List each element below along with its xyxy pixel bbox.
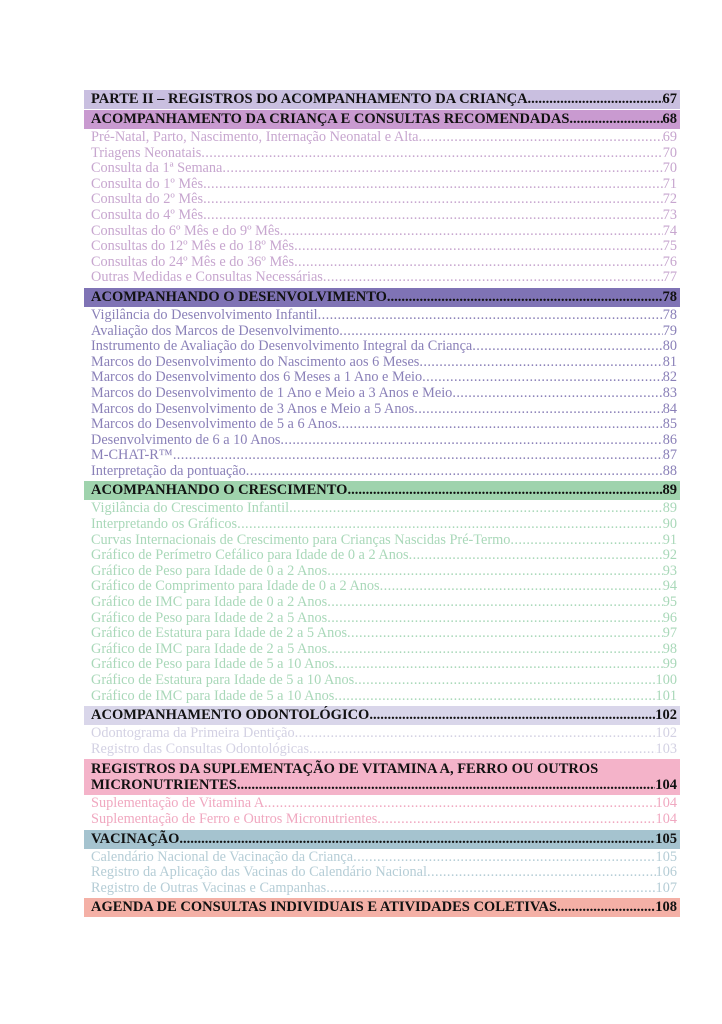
toc-section-heading[interactable] [84, 481, 680, 500]
entry-page: 75 [662, 239, 677, 255]
toc-entry[interactable] [84, 881, 680, 897]
leader-dots [203, 177, 663, 193]
leader-dots [472, 339, 662, 355]
section-title-line2: MICRONUTRIENTES [91, 777, 237, 794]
leader-dots [280, 224, 663, 240]
entry-title: Marcos do Desenvolvimento dos 6 Meses a 1 Ano e Meio [91, 370, 423, 386]
toc-entry[interactable] [84, 642, 680, 658]
entry-page: 85 [662, 417, 677, 433]
leader-dots [323, 270, 663, 286]
toc-section [84, 706, 680, 757]
toc-entry[interactable] [84, 579, 680, 595]
entry-title: Marcos do Desenvolvimento de 1 Ano e Meio a 3 Anos e Meio [91, 385, 453, 401]
toc-entry[interactable] [84, 370, 680, 386]
entry-title: Marcos do Desenvolvimento de 5 a 6 Anos [91, 417, 338, 433]
leader-dots [353, 850, 655, 866]
entry-title: Suplementação de Ferro e Outros Micronutrientes [91, 811, 378, 827]
leader-dots [203, 208, 663, 224]
entry-title: M-CHAT-R™ [91, 448, 173, 464]
entry-title: Gráfico de Estatura para Idade de 5 a 10 Anos [91, 673, 355, 688]
entry-page: 80 [662, 339, 677, 355]
leader-dots [237, 777, 655, 793]
entry-title: Registro das Consultas Odontológicas [91, 741, 310, 757]
toc-entry[interactable] [84, 689, 680, 705]
section-page: 105 [655, 830, 677, 847]
leader-dots [203, 192, 663, 208]
section-title: ACOMPANHANDO O CRESCIMENTO [91, 482, 348, 499]
entry-page: 88 [662, 463, 677, 479]
section-title-line1: REGISTROS DA SUPLEMENTAÇÃO DE VITAMINA A, FERRO OU OUTROS [91, 761, 599, 778]
entry-page: 95 [662, 595, 677, 611]
leader-dots [419, 355, 662, 371]
entry-page: 94 [662, 579, 677, 595]
toc-entry[interactable] [84, 208, 680, 224]
toc-entry[interactable] [84, 255, 680, 271]
toc-entry[interactable] [84, 850, 680, 866]
toc-agenda-heading[interactable] [84, 898, 680, 917]
section-page: 104 [655, 777, 677, 794]
toc-entry[interactable] [84, 742, 680, 758]
sections-list [84, 110, 680, 896]
leader-dots [528, 90, 663, 109]
leader-dots [452, 386, 662, 402]
entry-title: Consulta do 2º Mês [91, 192, 204, 208]
toc-entry[interactable] [84, 796, 680, 812]
entry-page: 98 [662, 641, 677, 657]
entry-page: 99 [662, 657, 677, 673]
section-title: ACOMPANHAMENTO ODONTOLÓGICO [91, 707, 370, 724]
entry-title: Instrumento de Avaliação do Desenvolvimento Integral da Criança [91, 339, 473, 355]
toc-entry[interactable] [84, 324, 680, 340]
toc-entry[interactable] [84, 501, 680, 517]
leader-dots [295, 726, 656, 742]
agenda-page: 108 [655, 899, 677, 916]
leader-dots [222, 161, 662, 177]
leader-dots [327, 611, 662, 627]
section-title: VACINAÇÃO [91, 830, 180, 847]
leader-dots [327, 564, 662, 580]
entry-title: Desenvolvimento de 6 a 10 Anos [91, 432, 281, 448]
entry-title: Vigilância do Crescimento Infantil [91, 501, 290, 517]
toc-part-heading[interactable] [84, 90, 680, 109]
entry-page: 76 [662, 254, 677, 270]
entry-page: 77 [662, 270, 677, 286]
toc-entry[interactable] [84, 355, 680, 371]
entry-page: 70 [662, 161, 677, 177]
entry-title: Avaliação dos Marcos de Desenvolvimento [91, 323, 340, 339]
entry-title: Curvas Internacionais de Crescimento para Crianças Nascidas Pré-Termo [91, 532, 511, 548]
entry-page: 89 [662, 501, 677, 517]
leader-dots [246, 464, 663, 480]
entry-page: 79 [662, 323, 677, 339]
leader-dots [318, 308, 663, 324]
toc-section [84, 759, 680, 827]
leader-dots [327, 642, 662, 658]
toc-entry[interactable] [84, 130, 680, 146]
entry-title: Gráfico de Peso para Idade de 0 a 2 Anos [91, 563, 328, 579]
entry-page: 100 [655, 673, 677, 688]
entry-title: Consultas do 12º Mês e do 18º Mês [91, 239, 295, 255]
leader-dots [347, 626, 663, 642]
entry-title: Interpretação da pontuação [91, 463, 246, 479]
entry-title: Calendário Nacional de Vacinação da Criança [91, 849, 354, 865]
leader-dots [309, 742, 656, 758]
entry-page: 83 [662, 385, 677, 401]
entry-page: 101 [655, 688, 677, 704]
entry-title: Gráfico de Perímetro Cefálico para Idade de 0 a 2 Anos [91, 548, 409, 564]
section-title: ACOMPANHAMENTO DA CRIANÇA E CONSULTAS RECOMENDADAS [91, 111, 570, 127]
section-page: 89 [662, 482, 677, 499]
entry-title: Odontograma da Primeira Dentição [91, 726, 295, 742]
toc-entry[interactable] [84, 177, 680, 193]
toc-entry[interactable] [84, 673, 680, 689]
entry-title: Registro de Outras Vacinas e Campanhas [91, 880, 327, 896]
toc-entry[interactable] [84, 595, 680, 611]
entry-title: Gráfico de Peso para Idade de 2 a 5 Anos [91, 610, 328, 626]
entry-page: 81 [662, 354, 677, 370]
entry-page: 102 [655, 726, 677, 742]
toc-section [84, 830, 680, 897]
entry-title: Pré-Natal, Parto, Nascimento, Internação Neonatal e Alta [91, 130, 419, 145]
toc-entry[interactable] [84, 611, 680, 627]
toc-entry[interactable] [84, 239, 680, 255]
toc-entry[interactable] [84, 726, 680, 742]
toc-entry[interactable] [84, 224, 680, 240]
leader-dots [387, 288, 663, 307]
toc-section [84, 110, 680, 286]
entry-page: 104 [655, 796, 677, 812]
leader-dots [334, 657, 662, 673]
leader-dots [326, 881, 655, 897]
leader-dots [294, 239, 663, 255]
leader-dots [294, 255, 663, 271]
leader-dots [237, 517, 663, 533]
toc-entry[interactable] [84, 270, 680, 286]
toc-entry[interactable] [84, 146, 680, 162]
leader-dots [338, 417, 663, 433]
entry-page: 69 [662, 130, 677, 145]
leader-dots [334, 689, 655, 705]
toc-entry[interactable] [84, 517, 680, 533]
entry-page: 92 [662, 548, 677, 564]
leader-dots [280, 433, 662, 449]
entry-title: Consultas do 6º Mês e do 9º Mês [91, 223, 280, 239]
entry-title: Marcos do Desenvolvimento de 3 Anos e Meio a 5 Anos [91, 401, 415, 417]
entry-page: 84 [662, 401, 677, 417]
entry-page: 73 [662, 207, 677, 223]
toc-entry[interactable] [84, 339, 680, 355]
entry-title: Interpretando os Gráficos [91, 517, 238, 533]
entry-page: 105 [655, 849, 677, 865]
entry-title: Vigilância do Desenvolvimento Infantil [91, 307, 318, 323]
toc-entry[interactable] [84, 161, 680, 177]
leader-dots [339, 324, 662, 340]
toc-entry[interactable] [84, 448, 680, 464]
entry-page: 97 [662, 626, 677, 642]
section-title: ACOMPANHANDO O DESENVOLVIMENTO [91, 288, 387, 305]
toc-entry[interactable] [84, 548, 680, 564]
toc-entry[interactable] [84, 657, 680, 673]
leader-dots [409, 548, 663, 564]
toc-entry[interactable] [84, 386, 680, 402]
entry-page: 86 [662, 432, 677, 448]
entry-page: 96 [662, 610, 677, 626]
toc-entry[interactable] [84, 812, 680, 828]
leader-dots [268, 796, 656, 812]
toc-entry[interactable] [84, 433, 680, 449]
entry-page: 74 [662, 223, 677, 239]
section-page: 102 [655, 707, 677, 724]
toc-entry[interactable] [84, 564, 680, 580]
toc-entry[interactable] [84, 533, 680, 549]
entry-page: 72 [662, 192, 677, 208]
toc-section-heading[interactable] [84, 706, 680, 725]
entry-page: 106 [655, 865, 677, 881]
leader-dots [347, 481, 662, 500]
leader-dots [201, 146, 662, 162]
section-page: 78 [662, 288, 677, 305]
entry-page: 71 [662, 176, 677, 192]
leader-dots [179, 830, 655, 849]
toc-section-heading[interactable] [84, 288, 680, 307]
entry-page: 103 [655, 741, 677, 757]
leader-dots [419, 130, 663, 146]
toc-entry[interactable] [84, 308, 680, 324]
entry-title: Gráfico de IMC para Idade de 5 a 10 Anos [91, 688, 335, 704]
leader-dots [377, 812, 655, 828]
leader-dots [369, 706, 655, 725]
entry-title: Gráfico de Estatura para Idade de 2 a 5 Anos [91, 626, 348, 642]
entry-title: Marcos do Desenvolvimento do Nascimento aos 6 Meses [91, 354, 420, 370]
toc-entry[interactable] [84, 417, 680, 433]
leader-dots [569, 110, 662, 129]
toc-entry[interactable] [84, 192, 680, 208]
leader-dots [327, 595, 662, 611]
leader-dots [173, 448, 663, 464]
toc-entry[interactable] [84, 865, 680, 881]
entry-title: Consulta da 1ª Semana [91, 161, 223, 177]
entry-title: Suplementação de Vitamina A. [91, 796, 268, 812]
entry-page: 91 [662, 532, 677, 548]
leader-dots [510, 533, 662, 549]
entry-title: Consulta do 4º Mês [91, 207, 204, 223]
toc-entry[interactable] [84, 626, 680, 642]
entry-page: 90 [662, 517, 677, 533]
entry-title: Gráfico de IMC para Idade de 2 a 5 Anos [91, 641, 328, 657]
entry-title: Gráfico de IMC para Idade de 0 a 2 Anos [91, 595, 328, 611]
leader-dots [422, 370, 663, 386]
leader-dots [414, 402, 662, 418]
entry-page: 70 [662, 145, 677, 161]
entry-title: Registro da Aplicação das Vacinas do Calendário Nacional [91, 865, 428, 881]
agenda-title: AGENDA DE CONSULTAS INDIVIDUAIS E ATIVIDADES COLETIVAS [91, 899, 558, 916]
part-title: PARTE II – REGISTROS DO ACOMPANHAMENTO DA CRIANÇA [91, 91, 528, 107]
entry-title: Gráfico de Comprimento para Idade de 0 a 2 Anos [91, 579, 380, 595]
leader-dots [427, 865, 656, 881]
section-page: 68 [662, 111, 677, 127]
entry-title: Consulta do 1º Mês [91, 176, 204, 192]
entry-page: 107 [655, 880, 677, 896]
entry-title: Triagens Neonatais [91, 145, 202, 161]
part-page: 67 [662, 91, 677, 107]
entry-title: Consultas do 24º Mês e do 36º Mês [91, 254, 295, 270]
entry-title: Gráfico de Peso para Idade de 5 a 10 Anos [91, 657, 335, 673]
toc-section-heading[interactable] [84, 110, 680, 129]
entry-page: 87 [662, 448, 677, 464]
toc-section-heading[interactable] [84, 830, 680, 849]
table-of-contents [84, 89, 680, 918]
entry-page: 78 [662, 307, 677, 323]
entry-page: 104 [655, 811, 677, 827]
entry-page: 82 [662, 370, 677, 386]
toc-entry[interactable] [84, 464, 680, 480]
toc-entry[interactable] [84, 402, 680, 418]
leader-dots [380, 579, 663, 595]
toc-section [84, 288, 680, 480]
toc-section-heading[interactable] [84, 759, 680, 795]
leader-dots [289, 501, 663, 517]
leader-dots [557, 898, 655, 917]
entry-page: 93 [662, 563, 677, 579]
entry-title: Outras Medidas e Consultas Necessárias [91, 270, 323, 286]
toc-section [84, 481, 680, 704]
leader-dots [354, 673, 655, 689]
